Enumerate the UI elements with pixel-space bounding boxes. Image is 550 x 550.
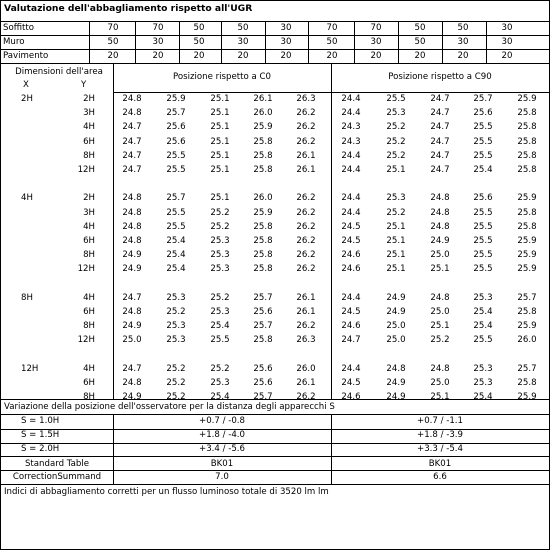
ugr-value: 26.1 bbox=[296, 378, 316, 388]
reflectance-value: 50 bbox=[414, 23, 426, 33]
ugr-value: 25.9 bbox=[253, 122, 273, 133]
ugr-value: 25.7 bbox=[517, 363, 537, 374]
ugr-value: 25.1 bbox=[386, 264, 406, 275]
row-y-value: 8H bbox=[83, 250, 95, 261]
ugr-value: 25.0 bbox=[430, 250, 450, 261]
reflectance-value: 30 bbox=[457, 37, 469, 47]
ugr-value: 25.2 bbox=[166, 378, 186, 388]
ugr-value: 25.9 bbox=[517, 193, 537, 204]
ugr-value: 24.6 bbox=[341, 264, 361, 275]
ugr-value: 25.5 bbox=[473, 136, 493, 147]
reflectance-value: 50 bbox=[326, 37, 338, 47]
ugr-value: 24.5 bbox=[341, 378, 361, 388]
reflectance-value: 70 bbox=[107, 23, 119, 33]
ugr-value: 25.0 bbox=[386, 321, 406, 332]
ugr-value: 24.4 bbox=[341, 363, 361, 374]
reflectance-value: 30 bbox=[237, 37, 249, 47]
row-x-value: 2H bbox=[21, 94, 33, 104]
row-y-value: 12H bbox=[77, 335, 95, 346]
ugr-value: 24.8 bbox=[430, 193, 450, 204]
ugr-value: 25.5 bbox=[210, 335, 230, 346]
ugr-value: 25.8 bbox=[517, 207, 537, 218]
ugr-value: 25.8 bbox=[517, 221, 537, 232]
ugr-value: 24.5 bbox=[341, 307, 361, 317]
ugr-value: 25.8 bbox=[517, 108, 537, 119]
divider bbox=[354, 21, 355, 63]
ugr-value: 26.3 bbox=[296, 335, 316, 346]
ugr-value: 24.7 bbox=[430, 94, 450, 104]
ugr-value: 26.0 bbox=[253, 108, 273, 119]
ugr-value: 24.4 bbox=[341, 108, 361, 119]
divider bbox=[308, 21, 309, 63]
ugr-value: 25.3 bbox=[166, 321, 186, 332]
reflectance-value: 20 bbox=[414, 51, 426, 61]
ugr-value: 24.7 bbox=[430, 165, 450, 175]
ugr-value: 24.5 bbox=[341, 236, 361, 246]
footer-note: Indici di abbagliamento corretti per un flusso luminoso totale di 3520 lm lm bbox=[4, 487, 329, 497]
ugr-value: 25.8 bbox=[517, 150, 537, 161]
reflectance-value: 20 bbox=[326, 51, 338, 61]
ugr-value: 25.0 bbox=[122, 335, 142, 346]
ugr-value: 25.7 bbox=[166, 108, 186, 119]
ugr-value: 26.2 bbox=[296, 221, 316, 232]
ugr-value: 24.7 bbox=[122, 363, 142, 374]
ugr-value: 26.0 bbox=[296, 363, 316, 374]
ugr-value: 26.2 bbox=[296, 321, 316, 332]
reflectance-value: 20 bbox=[237, 51, 249, 61]
ugr-value: 24.9 bbox=[430, 236, 450, 246]
ugr-value: 25.3 bbox=[473, 378, 493, 388]
ugr-value: 25.8 bbox=[253, 250, 273, 261]
ugr-value: 24.4 bbox=[341, 150, 361, 161]
ugr-value: 25.5 bbox=[473, 335, 493, 346]
reflectance-label: Muro bbox=[3, 37, 25, 47]
ugr-value: 25.8 bbox=[253, 136, 273, 147]
row-y-value: 8H bbox=[83, 321, 95, 332]
ugr-value: 25.3 bbox=[210, 250, 230, 261]
divider bbox=[1, 456, 549, 457]
ugr-value: 25.2 bbox=[210, 221, 230, 232]
ugr-value: 25.2 bbox=[166, 363, 186, 374]
reflectance-value: 20 bbox=[193, 51, 205, 61]
divider bbox=[398, 21, 399, 63]
ugr-value: 24.6 bbox=[341, 250, 361, 261]
variation-c90: +3.3 / -5.4 bbox=[417, 444, 463, 454]
ugr-value: 25.4 bbox=[473, 307, 493, 317]
ugr-value: 24.9 bbox=[386, 307, 406, 317]
ugr-value: 25.2 bbox=[210, 292, 230, 303]
ugr-value: 25.6 bbox=[253, 363, 273, 374]
ugr-value: 25.6 bbox=[473, 108, 493, 119]
ugr-value: 25.1 bbox=[430, 392, 450, 403]
reflectance-value: 30 bbox=[280, 37, 292, 47]
row-y-value: 8H bbox=[83, 392, 95, 403]
ugr-value: 24.8 bbox=[122, 108, 142, 119]
variation-header: Variazione della posizione dell'osservatore per la distanza degli apparecchi S bbox=[4, 402, 335, 412]
ugr-value: 25.9 bbox=[517, 236, 537, 246]
reflectance-value: 50 bbox=[193, 23, 205, 33]
ugr-value: 24.7 bbox=[122, 150, 142, 161]
ugr-value: 26.2 bbox=[296, 236, 316, 246]
row-x-value: 4H bbox=[21, 193, 33, 204]
ugr-value: 25.9 bbox=[517, 392, 537, 403]
variation-c0: +1.8 / -4.0 bbox=[199, 430, 245, 440]
row-y-value: 12H bbox=[77, 165, 95, 175]
ugr-value: 25.8 bbox=[517, 136, 537, 147]
reflectance-value: 70 bbox=[326, 23, 338, 33]
ugr-value: 25.7 bbox=[166, 193, 186, 204]
ugr-value: 26.1 bbox=[296, 292, 316, 303]
row-y-value: 3H bbox=[83, 108, 95, 119]
c0-header: Posizione rispetto a C0 bbox=[173, 72, 271, 82]
ugr-value: 25.9 bbox=[253, 207, 273, 218]
ugr-value: 25.5 bbox=[166, 150, 186, 161]
ugr-value: 25.1 bbox=[386, 250, 406, 261]
ugr-value: 25.3 bbox=[386, 108, 406, 119]
ugr-value: 25.9 bbox=[517, 250, 537, 261]
divider bbox=[179, 21, 180, 63]
ugr-value: 25.5 bbox=[473, 236, 493, 246]
row-y-value: 12H bbox=[77, 264, 95, 275]
ugr-value: 25.1 bbox=[210, 193, 230, 204]
ugr-value: 25.7 bbox=[253, 392, 273, 403]
ugr-value: 24.3 bbox=[341, 136, 361, 147]
row-x-value: 12H bbox=[21, 363, 39, 374]
divider bbox=[135, 21, 136, 63]
reflectance-value: 70 bbox=[152, 23, 164, 33]
reflectance-label: Soffitto bbox=[3, 23, 35, 33]
reflectance-value: 50 bbox=[193, 37, 205, 47]
ugr-value: 25.8 bbox=[517, 122, 537, 133]
ugr-value: 25.6 bbox=[166, 122, 186, 133]
divider bbox=[113, 92, 549, 93]
ugr-value: 25.4 bbox=[210, 321, 230, 332]
reflectance-value: 30 bbox=[280, 23, 292, 33]
ugr-value: 24.4 bbox=[341, 207, 361, 218]
ugr-value: 25.4 bbox=[166, 264, 186, 275]
ugr-value: 25.5 bbox=[473, 250, 493, 261]
ugr-value: 24.4 bbox=[341, 193, 361, 204]
row-y-value: 6H bbox=[83, 307, 95, 317]
standard-table-c0: BK01 bbox=[210, 459, 234, 469]
standard-table-c90: BK01 bbox=[428, 459, 452, 469]
ugr-value: 25.5 bbox=[166, 207, 186, 218]
row-y-value: 6H bbox=[83, 136, 95, 147]
ugr-value: 25.3 bbox=[473, 292, 493, 303]
ugr-value: 26.2 bbox=[296, 207, 316, 218]
ugr-value: 24.9 bbox=[122, 321, 142, 332]
row-y-value: 4H bbox=[83, 292, 95, 303]
row-y-value: 8H bbox=[83, 150, 95, 161]
ugr-value: 24.7 bbox=[122, 136, 142, 147]
ugr-value: 25.5 bbox=[473, 264, 493, 275]
reflectance-value: 30 bbox=[370, 37, 382, 47]
ugr-value: 25.3 bbox=[473, 363, 493, 374]
divider bbox=[1, 21, 549, 22]
divider bbox=[442, 21, 443, 63]
y-label: Y bbox=[81, 80, 87, 90]
ugr-value: 25.3 bbox=[166, 292, 186, 303]
divider bbox=[1, 49, 549, 50]
ugr-value: 25.2 bbox=[210, 363, 230, 374]
row-y-value: 4H bbox=[83, 221, 95, 232]
ugr-value: 24.8 bbox=[122, 94, 142, 104]
ugr-value: 25.9 bbox=[517, 321, 537, 332]
ugr-value: 24.8 bbox=[122, 207, 142, 218]
divider bbox=[265, 21, 266, 63]
ugr-value: 25.4 bbox=[210, 392, 230, 403]
ugr-value: 26.2 bbox=[296, 250, 316, 261]
ugr-value: 24.8 bbox=[430, 221, 450, 232]
ugr-value: 24.4 bbox=[341, 165, 361, 175]
ugr-value: 26.2 bbox=[296, 136, 316, 147]
ugr-value: 25.1 bbox=[210, 136, 230, 147]
row-y-value: 4H bbox=[83, 122, 95, 133]
ugr-value: 24.7 bbox=[430, 108, 450, 119]
ugr-value: 26.2 bbox=[296, 108, 316, 119]
ugr-value: 25.2 bbox=[210, 207, 230, 218]
ugr-value: 24.8 bbox=[430, 207, 450, 218]
ugr-value: 25.6 bbox=[253, 378, 273, 388]
ugr-value: 25.4 bbox=[473, 392, 493, 403]
divider bbox=[89, 21, 90, 63]
ugr-value: 26.1 bbox=[296, 307, 316, 317]
ugr-value: 25.5 bbox=[386, 94, 406, 104]
ugr-value: 25.8 bbox=[253, 150, 273, 161]
ugr-value: 25.1 bbox=[430, 321, 450, 332]
variation-c90: +0.7 / -1.1 bbox=[417, 416, 463, 426]
ugr-value: 25.3 bbox=[210, 378, 230, 388]
ugr-value: 25.8 bbox=[517, 378, 537, 388]
ugr-value: 25.3 bbox=[210, 236, 230, 246]
ugr-value: 25.1 bbox=[210, 108, 230, 119]
ugr-value: 25.7 bbox=[253, 321, 273, 332]
ugr-value: 25.2 bbox=[386, 150, 406, 161]
ugr-value: 24.7 bbox=[430, 150, 450, 161]
ugr-value: 25.3 bbox=[166, 335, 186, 346]
ugr-value: 24.8 bbox=[430, 292, 450, 303]
ugr-value: 24.6 bbox=[341, 392, 361, 403]
ugr-value: 24.7 bbox=[122, 165, 142, 175]
reflectance-value: 20 bbox=[107, 51, 119, 61]
ugr-value: 25.8 bbox=[253, 221, 273, 232]
ugr-value: 24.8 bbox=[430, 363, 450, 374]
variation-label: S = 1.0H bbox=[21, 416, 60, 426]
ugr-value: 25.7 bbox=[473, 94, 493, 104]
divider bbox=[1, 63, 549, 64]
ugr-value: 24.6 bbox=[341, 321, 361, 332]
ugr-value: 25.2 bbox=[166, 307, 186, 317]
variation-c0: +0.7 / -0.8 bbox=[199, 416, 245, 426]
ugr-value: 26.1 bbox=[296, 150, 316, 161]
ugr-value: 25.1 bbox=[210, 150, 230, 161]
ugr-value: 25.6 bbox=[473, 193, 493, 204]
ugr-value: 24.8 bbox=[122, 236, 142, 246]
row-y-value: 4H bbox=[83, 363, 95, 374]
ugr-value: 24.9 bbox=[386, 292, 406, 303]
ugr-value: 25.2 bbox=[166, 392, 186, 403]
ugr-value: 24.7 bbox=[430, 122, 450, 133]
ugr-value: 24.9 bbox=[122, 250, 142, 261]
divider bbox=[331, 63, 332, 399]
ugr-value: 25.0 bbox=[430, 307, 450, 317]
ugr-value: 25.0 bbox=[430, 378, 450, 388]
divider bbox=[1, 484, 549, 485]
ugr-value: 25.8 bbox=[253, 236, 273, 246]
ugr-value: 26.2 bbox=[296, 122, 316, 133]
ugr-value: 26.2 bbox=[296, 264, 316, 275]
ugr-value: 25.3 bbox=[210, 264, 230, 275]
ugr-value: 24.4 bbox=[341, 94, 361, 104]
divider bbox=[1, 414, 549, 415]
ugr-value: 26.2 bbox=[296, 392, 316, 403]
reflectance-value: 50 bbox=[237, 23, 249, 33]
reflectance-value: 20 bbox=[152, 51, 164, 61]
row-y-value: 2H bbox=[83, 94, 95, 104]
ugr-value: 24.8 bbox=[386, 363, 406, 374]
ugr-value: 24.4 bbox=[341, 292, 361, 303]
ugr-value: 25.2 bbox=[386, 207, 406, 218]
ugr-value: 24.9 bbox=[386, 378, 406, 388]
ugr-value: 24.8 bbox=[122, 193, 142, 204]
ugr-value: 25.2 bbox=[386, 122, 406, 133]
ugr-value: 25.7 bbox=[253, 292, 273, 303]
ugr-value: 24.8 bbox=[122, 378, 142, 388]
ugr-value: 25.1 bbox=[386, 221, 406, 232]
dimensions-header: Dimensioni dell'area bbox=[15, 67, 103, 77]
ugr-value: 25.8 bbox=[253, 264, 273, 275]
ugr-value: 25.5 bbox=[473, 221, 493, 232]
ugr-value: 24.7 bbox=[341, 335, 361, 346]
row-y-value: 6H bbox=[83, 236, 95, 246]
correction-c90: 6.6 bbox=[433, 472, 447, 482]
ugr-value: 25.4 bbox=[166, 250, 186, 261]
ugr-value: 25.5 bbox=[473, 150, 493, 161]
divider bbox=[1, 35, 549, 36]
ugr-value: 24.5 bbox=[341, 221, 361, 232]
ugr-value: 25.9 bbox=[517, 264, 537, 275]
ugr-value: 25.8 bbox=[253, 165, 273, 175]
ugr-value: 25.2 bbox=[430, 335, 450, 346]
row-y-value: 3H bbox=[83, 207, 95, 218]
reflectance-value: 50 bbox=[414, 37, 426, 47]
ugr-value: 25.6 bbox=[253, 307, 273, 317]
ugr-value: 26.2 bbox=[296, 193, 316, 204]
reflectance-value: 70 bbox=[370, 23, 382, 33]
ugr-value: 24.8 bbox=[122, 307, 142, 317]
ugr-value: 25.8 bbox=[253, 335, 273, 346]
ugr-value: 25.5 bbox=[473, 207, 493, 218]
variation-label: S = 2.0H bbox=[21, 444, 60, 454]
variation-label: S = 1.5H bbox=[21, 430, 60, 440]
divider bbox=[113, 63, 114, 399]
ugr-value: 24.7 bbox=[430, 136, 450, 147]
reflectance-value: 20 bbox=[280, 51, 292, 61]
ugr-value: 25.4 bbox=[166, 236, 186, 246]
ugr-value: 24.7 bbox=[122, 292, 142, 303]
ugr-value: 24.3 bbox=[341, 122, 361, 133]
reflectance-value: 30 bbox=[501, 37, 513, 47]
ugr-value: 25.8 bbox=[517, 307, 537, 317]
reflectance-value: 30 bbox=[152, 37, 164, 47]
ugr-value: 25.0 bbox=[386, 335, 406, 346]
ugr-value: 25.2 bbox=[386, 136, 406, 147]
reflectance-label: Pavimento bbox=[3, 51, 49, 61]
ugr-value: 25.5 bbox=[166, 165, 186, 175]
ugr-value: 25.1 bbox=[210, 94, 230, 104]
divider bbox=[221, 21, 222, 63]
ugr-value: 25.3 bbox=[210, 307, 230, 317]
reflectance-value: 50 bbox=[457, 23, 469, 33]
ugr-value: 24.8 bbox=[122, 221, 142, 232]
reflectance-value: 50 bbox=[107, 37, 119, 47]
divider bbox=[1, 399, 549, 400]
ugr-value: 24.9 bbox=[122, 392, 142, 403]
table-title: Valutazione dell'abbagliamento rispetto all'UGR bbox=[4, 3, 253, 14]
ugr-value: 25.8 bbox=[517, 165, 537, 175]
ugr-value: 25.4 bbox=[473, 165, 493, 175]
correction-c0: 7.0 bbox=[215, 472, 229, 482]
c90-header: Posizione rispetto a C90 bbox=[388, 72, 492, 82]
ugr-value: 26.3 bbox=[296, 94, 316, 104]
reflectance-value: 20 bbox=[370, 51, 382, 61]
correction-label: CorrectionSummand bbox=[12, 472, 102, 482]
ugr-value: 25.7 bbox=[517, 292, 537, 303]
row-y-value: 6H bbox=[83, 378, 95, 388]
ugr-value: 25.1 bbox=[210, 122, 230, 133]
divider bbox=[1, 470, 549, 471]
ugr-value: 25.9 bbox=[166, 94, 186, 104]
reflectance-value: 20 bbox=[501, 51, 513, 61]
ugr-value: 26.0 bbox=[517, 335, 537, 346]
ugr-value: 24.7 bbox=[122, 122, 142, 133]
variation-c0: +3.4 / -5.6 bbox=[199, 444, 245, 454]
ugr-value: 24.9 bbox=[386, 392, 406, 403]
divider bbox=[486, 21, 487, 63]
reflectance-value: 20 bbox=[457, 51, 469, 61]
variation-c90: +1.8 / -3.9 bbox=[417, 430, 463, 440]
ugr-value: 25.1 bbox=[386, 165, 406, 175]
ugr-value: 25.4 bbox=[473, 321, 493, 332]
ugr-value: 25.6 bbox=[166, 136, 186, 147]
ugr-value: 25.1 bbox=[386, 236, 406, 246]
ugr-value: 25.1 bbox=[210, 165, 230, 175]
ugr-value: 26.1 bbox=[253, 94, 273, 104]
reflectance-value: 30 bbox=[501, 23, 513, 33]
x-label: X bbox=[23, 80, 29, 90]
ugr-value: 25.5 bbox=[166, 221, 186, 232]
standard-table-label: Standard Table bbox=[24, 459, 90, 469]
ugr-value: 25.3 bbox=[386, 193, 406, 204]
row-y-value: 2H bbox=[83, 193, 95, 204]
ugr-value: 24.9 bbox=[122, 264, 142, 275]
ugr-value: 26.0 bbox=[253, 193, 273, 204]
ugr-value: 25.9 bbox=[517, 94, 537, 104]
ugr-value: 25.5 bbox=[473, 122, 493, 133]
ugr-value: 26.1 bbox=[296, 165, 316, 175]
ugr-value: 25.1 bbox=[430, 264, 450, 275]
row-x-value: 8H bbox=[21, 292, 33, 303]
